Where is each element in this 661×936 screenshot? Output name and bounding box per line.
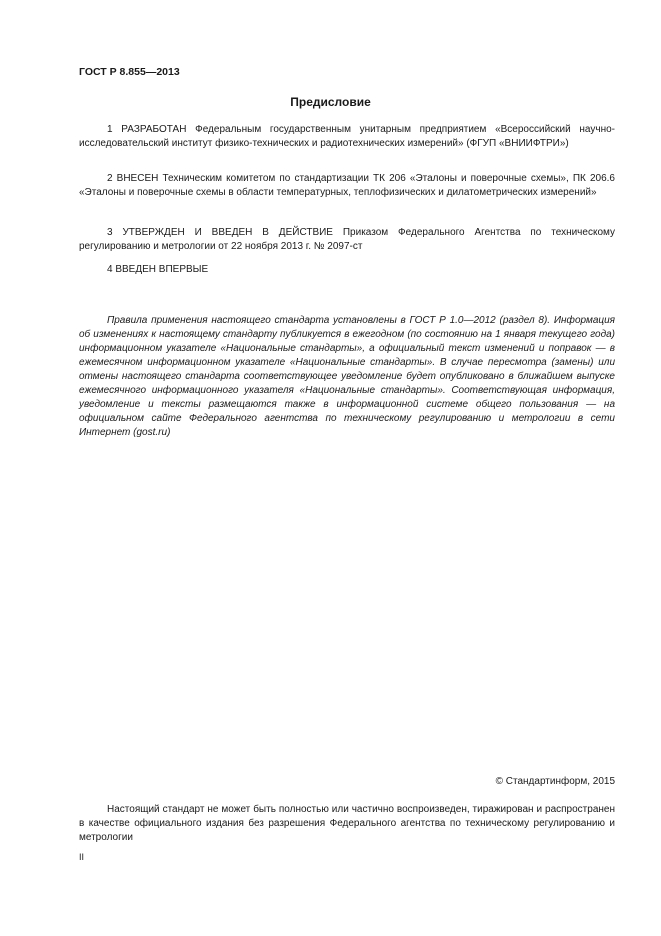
page-number: II xyxy=(79,852,85,862)
copyright-notice: © Стандартинформ, 2015 xyxy=(495,776,615,787)
usage-rules-note: Правила применения настоящего стандарта установлены в ГОСТ Р 1.0—2012 (раздел 8). Информация об изменениях к настоящему стандарту публикуется в ежегодном (по состоянию на 1 января текущего года) информационном указателе «Национальные стандарты», а официальный текст изменений и поправок — в ежемесячном информационном указателе «Национальные стандарты». В случае пересмотра (замены) или отмены настоящего стандарта соответствующее уведомление будет опубликовано в ближайшем выпуске ежемесячного информационного указателя «Национальные стандарты». Соответствующая информация, уведомление и тексты размещаются также в информационной системе общего пользования — на официальном сайте Федерального агентства по техническому регулированию и метрологии в сети Интернет (gost.ru) xyxy=(79,315,615,438)
paragraph-introduced-by: 2 ВНЕСЕН Техническим комитетом по стандартизации ТК 206 «Эталоны и поверочные схемы», ПК 206.6 «Эталоны и поверочные схемы в области температурных, теплофизических и дилатометрических измерений» xyxy=(79,173,615,198)
page-title: Предисловие xyxy=(290,95,371,109)
standard-code: ГОСТ Р 8.855—2013 xyxy=(79,66,180,78)
reproduction-notice: Настоящий стандарт не может быть полностью или частично воспроизведен, тиражирован и распространен в качестве официального издания без разрешения Федерального агентства по техническому регулированию и метрологии xyxy=(79,804,615,843)
paragraph-developed-by: 1 РАЗРАБОТАН Федеральным государственным унитарным предприятием «Всероссийский научно-исследовательский институт физико-технических и радиотехнических измерений» (ФГУП «ВНИИФТРИ») xyxy=(79,124,615,149)
paragraph-approved: 3 УТВЕРЖДЕН И ВВЕДЕН В ДЕЙСТВИЕ Приказом Федерального Агентства по техническому регулированию и метрологии от 22 ноября 2013 г. № 2097-ст xyxy=(79,227,615,252)
paragraph-first-introduced: 4 ВВЕДЕН ВПЕРВЫЕ xyxy=(107,264,209,275)
